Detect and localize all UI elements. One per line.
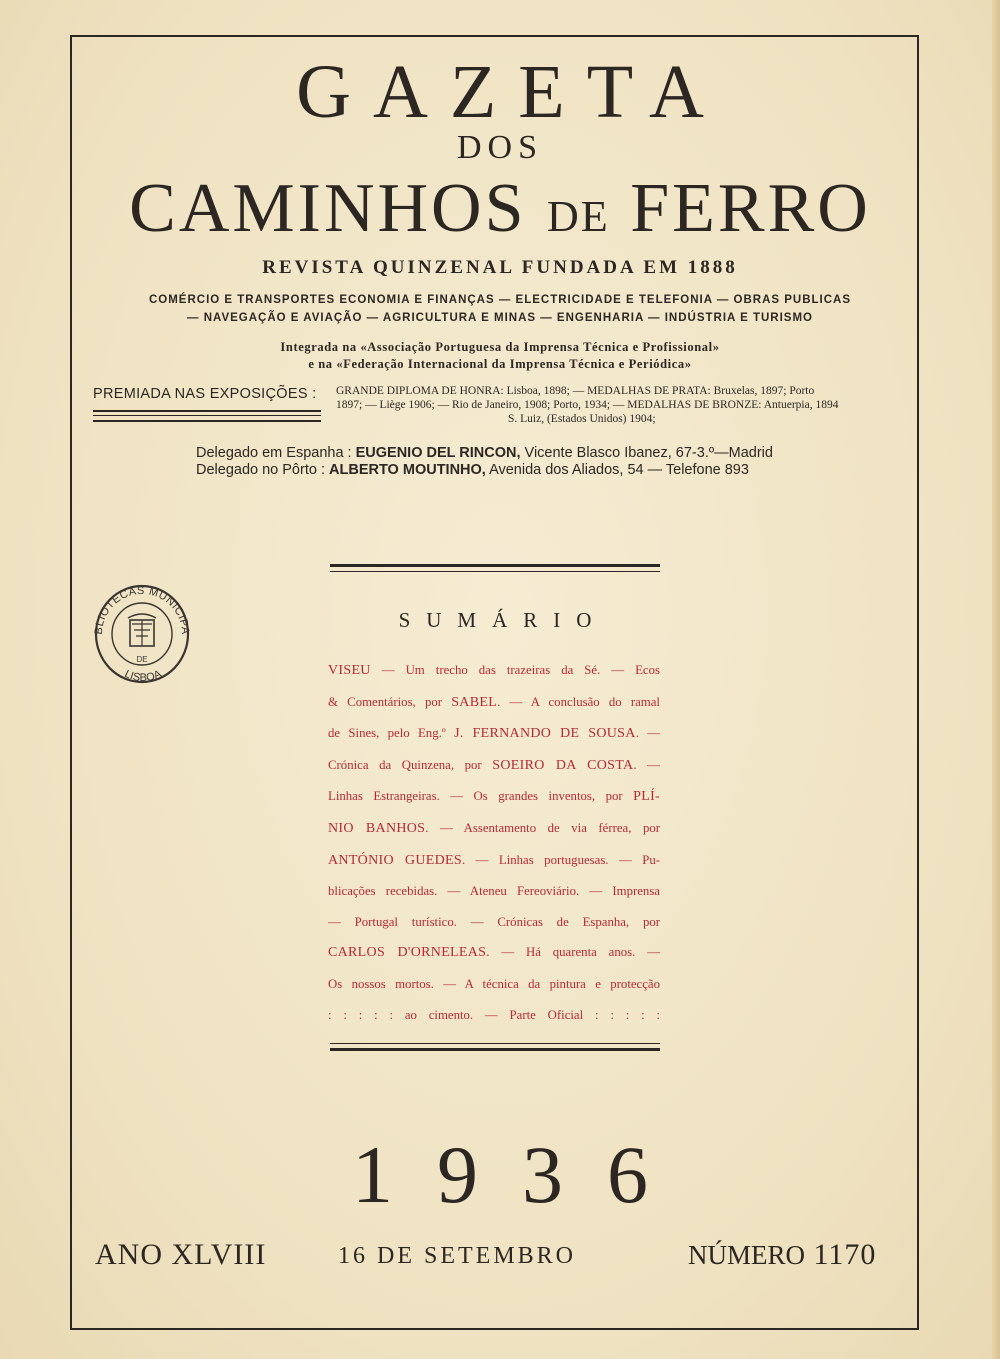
summary-bottom-rule xyxy=(330,1048,660,1051)
summary-name: NIO BANHOS xyxy=(328,820,426,836)
summary-segment: . — xyxy=(635,726,660,741)
summary-segment: . — xyxy=(633,757,660,772)
summary-segment: de Sines, pelo Eng.º xyxy=(328,726,455,741)
delegate-spain xyxy=(196,445,773,461)
summary-name: SABEL xyxy=(451,694,498,710)
integrada-line-1: Integrada na «Associação Portuguesa da Imprensa Técnica e Profissional» xyxy=(280,340,720,354)
summary-segment: & Comentários, por xyxy=(328,694,452,709)
footer-numero-value: 1170 xyxy=(813,1238,877,1271)
svg-text:LISBOA xyxy=(123,668,164,684)
delegate-porto-name: ALBERTO MOUTINHO, xyxy=(329,462,486,478)
summary-segment: . — Há quarenta anos. — xyxy=(486,945,661,960)
summary-segment: blicações recebidas. — Ateneu Fereoviário. — Imprensa xyxy=(328,884,660,899)
masthead-title: GAZETA xyxy=(296,50,726,134)
masthead-subtitle: REVISTA QUINZENAL FUNDADA EM 1888 xyxy=(262,257,738,278)
summary-segment: Crónica da Quinzena, por xyxy=(328,757,493,772)
summary-name: CARLOS D'ORNELEAS xyxy=(328,945,487,961)
stamp-seal-icon xyxy=(88,574,196,692)
summary-text xyxy=(328,655,660,1030)
summary-bottom-rule-thin xyxy=(330,1043,660,1044)
masthead-dos: DOS xyxy=(456,129,544,166)
summary-line xyxy=(328,718,660,750)
summary-line xyxy=(328,969,660,1000)
summary-line xyxy=(328,813,660,845)
stamp-bottom-text: LISBOA xyxy=(122,667,164,685)
summary-name: PLÍ- xyxy=(633,789,660,805)
summary-line xyxy=(328,845,660,877)
summary-line xyxy=(328,876,660,907)
summary-segment: — Portugal turístico. — Crónicas de Espanha, por xyxy=(328,914,660,929)
masthead-de: DE xyxy=(547,192,610,241)
awards-rule-1 xyxy=(93,410,321,412)
summary-name: ANTÓNIO GUEDES xyxy=(328,852,462,868)
issue-year: 1936 xyxy=(352,1129,692,1220)
masthead-caminhos: CAMINHOS xyxy=(129,170,527,247)
summary-segment: . — Linhas portuguesas. — Pu- xyxy=(461,852,660,867)
summary-line xyxy=(328,655,660,687)
delegate-porto-address: Avenida dos Aliados, 54 — Telefone 893 xyxy=(489,462,749,478)
footer-numero-label: NÚMERO xyxy=(688,1240,806,1270)
summary-segment: Os nossos mortos. — A técnica da pintura e protecção xyxy=(328,976,660,991)
awards-line-1: GRANDE DIPLOMA DE HONRA: Lisboa, 1898; — MEDALHAS DE PRATA: Bruxelas, 1897; Porto xyxy=(336,385,815,397)
delegate-porto xyxy=(196,462,749,478)
summary-segment: : : : : : ao cimento. — Parte Oficial : : : : : xyxy=(328,1007,660,1022)
summary-line xyxy=(328,781,660,813)
stamp-top-text: BLIOTECAS MUNICIPA xyxy=(92,584,192,636)
summary-line xyxy=(328,937,660,969)
summary-segment: . — A conclusão do ramal xyxy=(497,694,660,709)
awards-line-2: 1897; — Liège 1906; — Rio de Janeiro, 1908; Porto, 1934; — MEDALHAS DE BRONZE: Antuerpia, 1894 xyxy=(336,399,839,411)
footer-numero xyxy=(688,1238,876,1272)
summary-name: SOEIRO DA COSTA xyxy=(492,757,634,773)
summary-line xyxy=(328,1000,660,1031)
awards-rule-2 xyxy=(93,415,321,416)
masthead-caminhos-de-ferro xyxy=(0,172,1000,254)
library-stamp xyxy=(88,574,196,692)
summary-top-rule-thin xyxy=(330,571,660,572)
sections-line-2: — NAVEGAÇÃO E AVIAÇÃO — AGRICULTURA E MINAS — ENGENHARIA — INDÚSTRIA E TURISMO xyxy=(187,312,813,324)
masthead-ferro: FERRO xyxy=(630,170,871,247)
svg-text:BIBLIOTECAS MUNICIPAIS xyxy=(88,574,191,635)
sections-line-1: COMÉRCIO E TRANSPORTES ECONOMIA E FINANÇAS — ELECTRICIDADE E TELEFONIA — OBRAS PUBLICAS xyxy=(148,294,852,306)
awards-label: PREMIADA NAS EXPOSIÇÕES : xyxy=(93,386,317,402)
summary-segment: — Um trecho das trazeiras da Sé. — Ecos xyxy=(370,663,660,677)
summary-line xyxy=(328,687,660,719)
delegate-porto-label: Delegado no Pôrto : xyxy=(196,462,325,478)
summary-segment: Linhas Estrangeiras. — Os grandes inventos, por xyxy=(328,789,634,804)
stamp-de: DE xyxy=(136,655,148,664)
awards-rule-3 xyxy=(93,420,321,422)
awards-list xyxy=(336,384,898,426)
delegate-spain-label: Delegado em Espanha : xyxy=(196,445,352,461)
summary-name: VISEU xyxy=(328,663,371,678)
summary-heading: SUMÁRIO xyxy=(398,608,608,632)
summary-top-rule xyxy=(330,564,660,567)
summary-line xyxy=(328,750,660,782)
summary-name: J. FERNANDO DE SOUSA xyxy=(454,726,636,742)
delegate-spain-address: Vicente Blasco Ibanez, 67-3.º—Madrid xyxy=(524,445,773,461)
footer-date: 16 DE SETEMBRO xyxy=(338,1243,577,1269)
integrada-line-2: e na «Federação Internacional da Imprensa Técnica e Periódica» xyxy=(308,357,692,371)
summary-line xyxy=(328,907,660,938)
awards-line-3: S. Luiz, (Estados Unidos) 1904; xyxy=(508,413,656,425)
delegate-spain-name: EUGENIO DEL RINCON, xyxy=(355,445,521,461)
footer-ano: ANO XLVIII xyxy=(95,1238,267,1271)
summary-segment: . — Assentamento de via férrea, por xyxy=(425,820,661,835)
